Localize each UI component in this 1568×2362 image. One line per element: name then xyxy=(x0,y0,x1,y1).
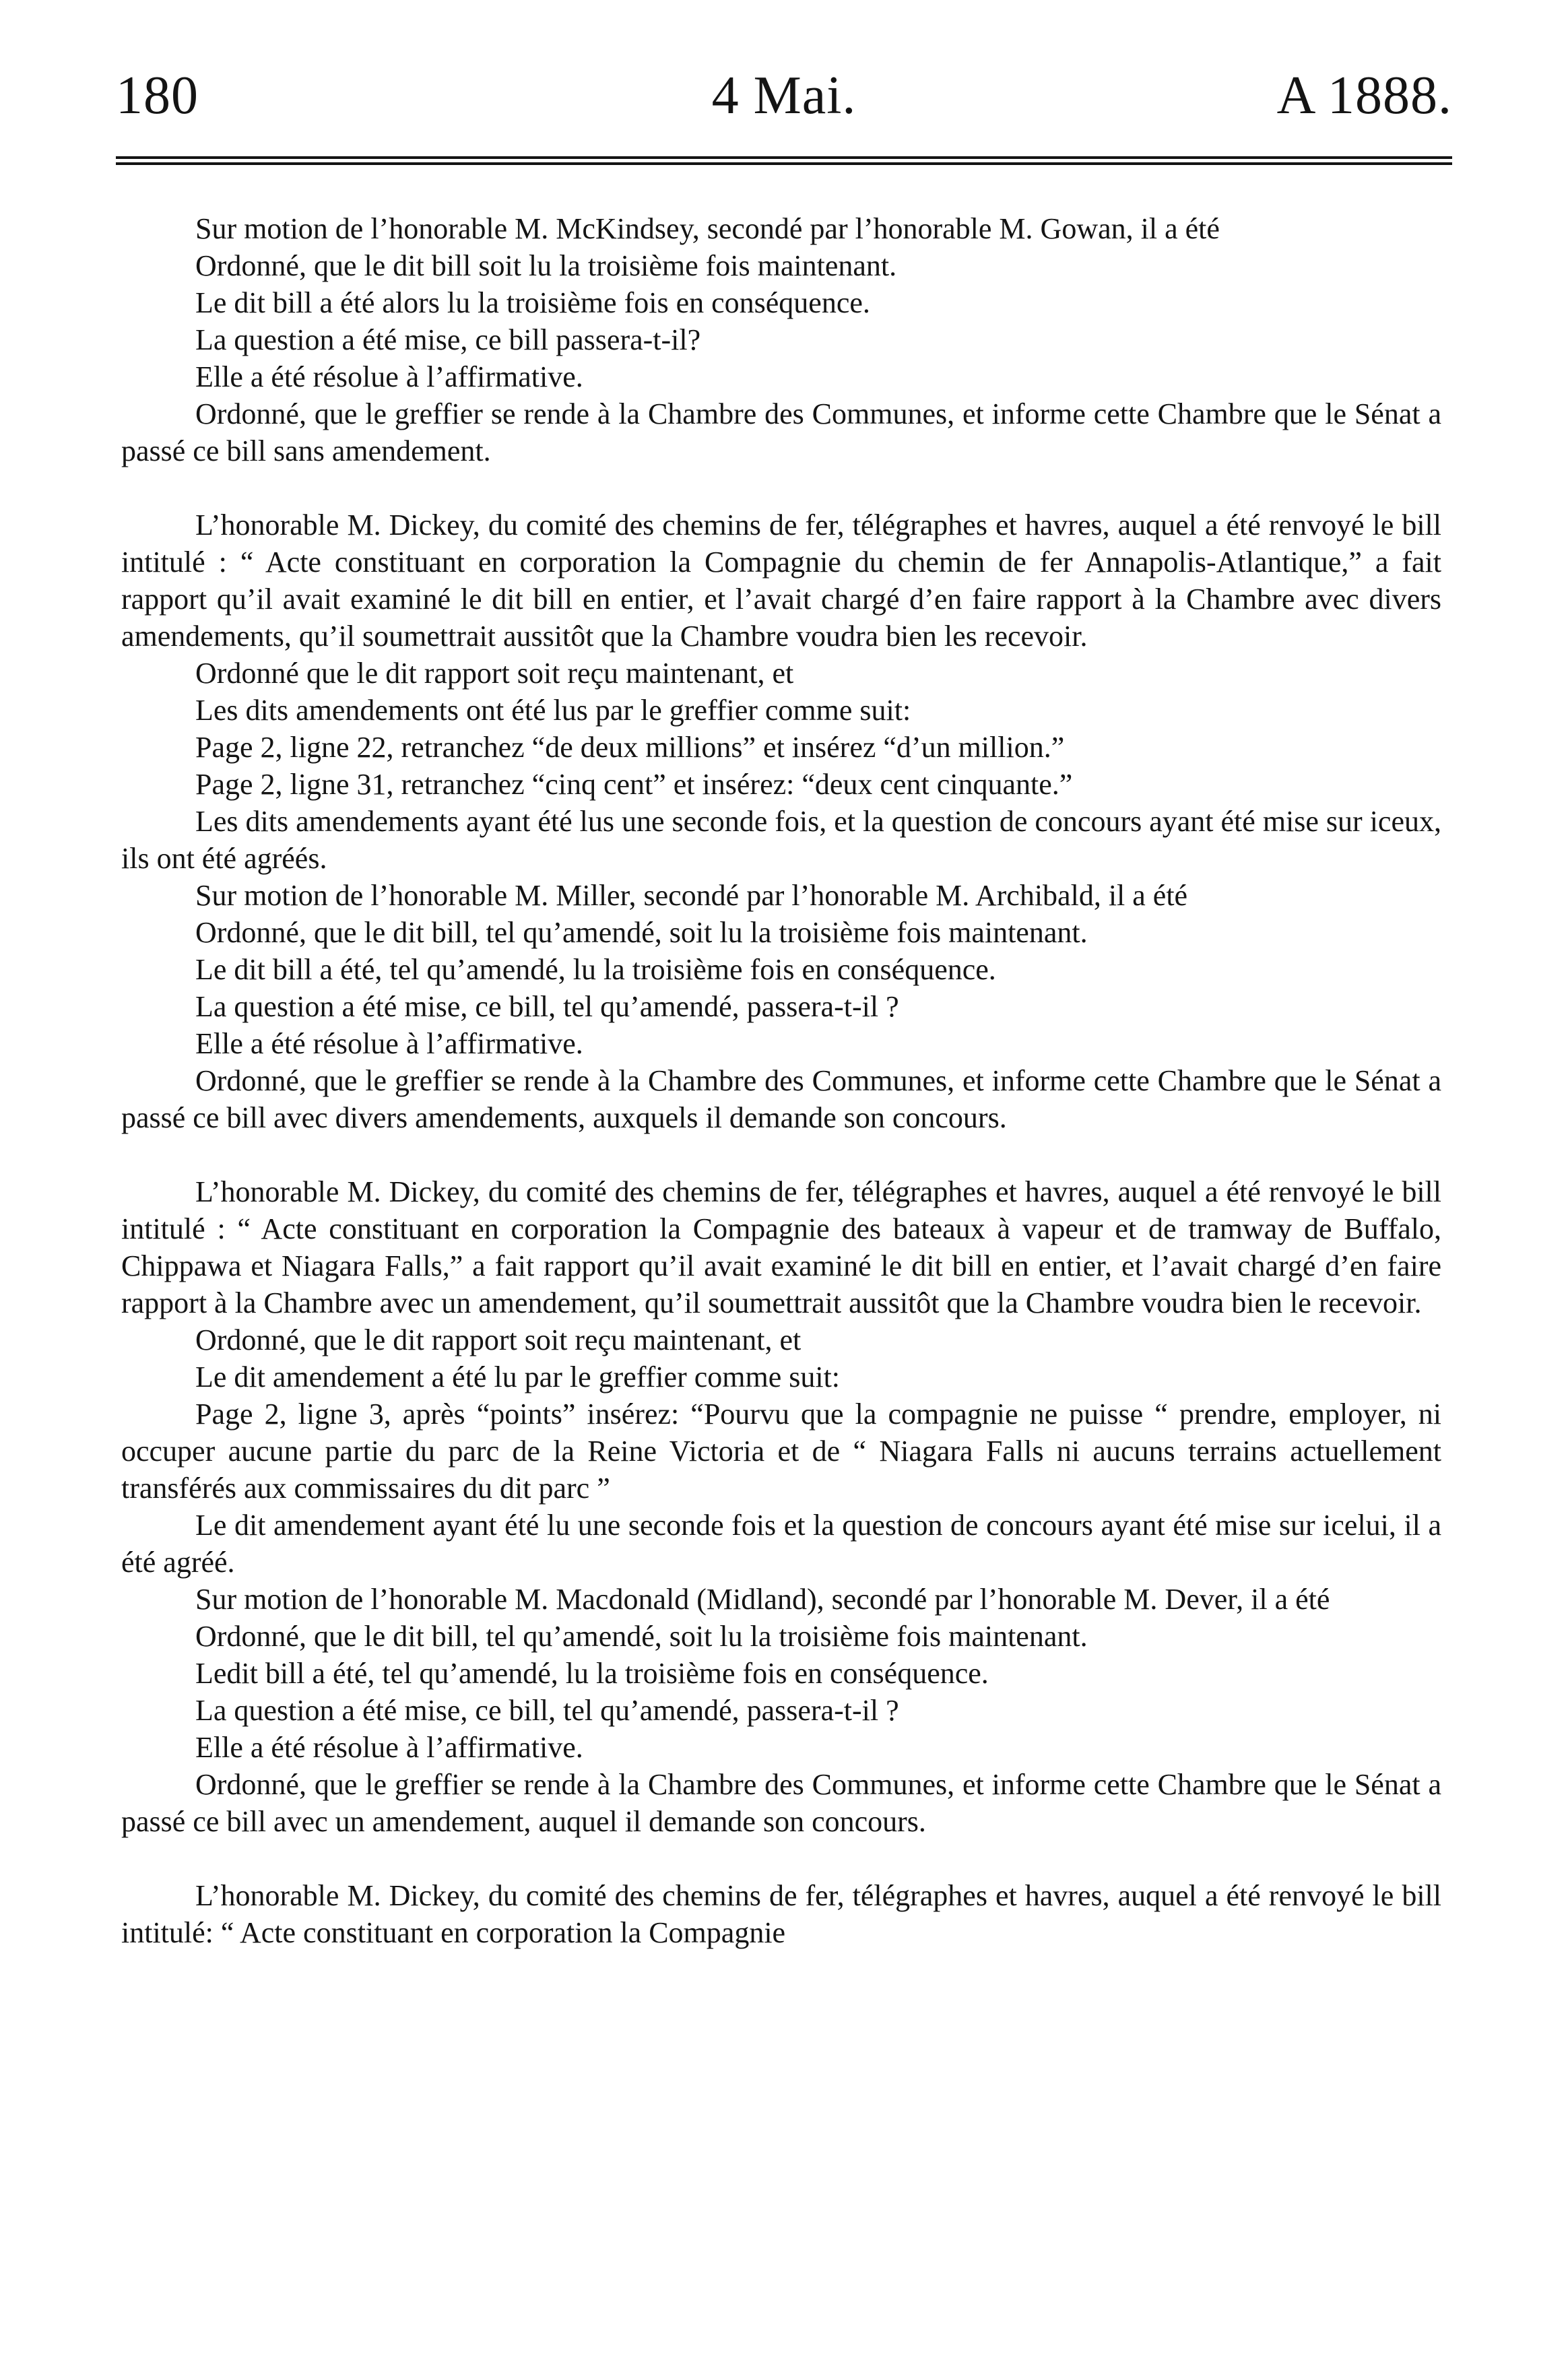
paragraph: L’honorable M. Dickey, du comité des chemins de fer, télégraphes et havres, auquel a été renvoyé le bill intitulé : “ Acte constituant en corporation la Compagnie du chemin de fer Annapolis-Atlantique,” a fait rapport qu’il avait examiné le dit bill en entier, et l’avait chargé d’en faire rapport à la Chambre avec divers amendements, qu’il soumettrait aussitôt que la Chambre voudra bien les recevoir. xyxy=(121,509,1441,653)
page-header xyxy=(116,62,1452,136)
paragraph: Page 2, ligne 31, retranchez “cinq cent” et insérez: “deux cent cinquante.” xyxy=(195,768,1073,801)
page-body xyxy=(121,210,1441,1951)
paragraph: Sur motion de l’honorable M. McKindsey, secondé par l’honorable M. Gowan, il a été xyxy=(195,212,1220,245)
paragraph: Page 2, ligne 22, retranchez “de deux millions” et insérez “d’un million.” xyxy=(195,731,1065,764)
paragraph: Sur motion de l’honorable M. Macdonald (Midland), secondé par l’honorable M. Dever, il a été xyxy=(195,1583,1330,1616)
paragraph: Ordonné, que le greffier se rende à la Chambre des Communes, et informe cette Chambre que le Sénat a passé ce bill avec divers amendements, auxquels il demande son concours. xyxy=(121,1064,1441,1134)
header-double-rule xyxy=(116,156,1452,166)
paragraph: La question a été mise, ce bill passera-t-il? xyxy=(195,323,701,356)
paragraph: Ordonné, que le dit bill, tel qu’amendé, soit lu la troisième fois maintenant. xyxy=(195,1620,1088,1653)
paragraph: Ordonné, que le dit bill soit lu la troisième fois maintenant. xyxy=(195,249,897,282)
paragraph: La question a été mise, ce bill, tel qu’amendé, passera-t-il ? xyxy=(195,990,899,1023)
paragraph: L’honorable M. Dickey, du comité des chemins de fer, télégraphes et havres, auquel a été renvoyé le bill intitulé : “ Acte constituant en corporation la Compagnie des bateaux à vapeur et de tramway de Buffalo, Chippawa et Niagara Falls,” a fait rapport qu’il avait examiné le dit bill en entier, et l’avait chargé d’en faire rapport à la Chambre avec un amendement, qu’il soumettrait aussitôt que la Chambre voudra bien le recevoir. xyxy=(121,1175,1441,1319)
entry-next-report xyxy=(121,1877,1441,1951)
header-rule-top xyxy=(116,156,1452,159)
entry-buffalo-chippawa-report xyxy=(121,1173,1441,1840)
paragraph: Ordonné, que le dit rapport soit reçu maintenant, et xyxy=(195,1323,802,1356)
paragraph: La question a été mise, ce bill, tel qu’amendé, passera-t-il ? xyxy=(195,1694,899,1727)
entry-annapolis-atlantique-report xyxy=(121,506,1441,1136)
paragraph: Elle a été résolue à l’affirmative. xyxy=(195,1731,583,1764)
paragraph: Ledit bill a été, tel qu’amendé, lu la troisième fois en conséquence. xyxy=(195,1657,989,1690)
paragraph: Le dit amendement a été lu par le greffier comme suit: xyxy=(195,1360,841,1393)
paragraph: Le dit bill a été alors lu la troisième fois en conséquence. xyxy=(195,286,870,319)
paragraph: L’honorable M. Dickey, du comité des chemins de fer, télégraphes et havres, auquel a été renvoyé le bill intitulé: “ Acte constituant en corporation la Compagnie xyxy=(121,1879,1441,1949)
page-year: A 1888. xyxy=(1276,66,1452,125)
entry-mckindsey-motion xyxy=(121,210,1441,469)
paragraph: Page 2, ligne 3, après “points” insérez: “Pourvu que la compagnie ne puisse “ prendre, employer, ni occuper aucune partie du parc de la Reine Victoria et de “ Niagara Falls ni aucuns terrains actuellement transférés aux commissaires du dit parc ” xyxy=(121,1398,1441,1505)
paragraph: Les dits amendements ayant été lus une seconde fois, et la question de concours ayant été mise sur iceux, ils ont été agréés. xyxy=(121,805,1441,875)
paragraph: Le dit amendement ayant été lu une seconde fois et la question de concours ayant été mise sur icelui, il a été agréé. xyxy=(121,1509,1441,1579)
paragraph: Ordonné, que le dit bill, tel qu’amendé, soit lu la troisième fois maintenant. xyxy=(195,916,1088,949)
page-date: 4 Mai. xyxy=(711,66,857,125)
paragraph: Elle a été résolue à l’affirmative. xyxy=(195,360,583,393)
paragraph: Ordonné, que le greffier se rende à la Chambre des Communes, et informe cette Chambre que le Sénat a passé ce bill sans amendement. xyxy=(121,397,1441,467)
paragraph: Ordonné que le dit rapport soit reçu maintenant, et xyxy=(195,657,794,690)
paragraph: Le dit bill a été, tel qu’amendé, lu la troisième fois en conséquence. xyxy=(195,953,996,986)
page-number: 180 xyxy=(116,66,199,125)
header-rule-bottom xyxy=(116,162,1452,165)
paragraph: Ordonné, que le greffier se rende à la Chambre des Communes, et informe cette Chambre que le Sénat a passé ce bill avec un amendement, auquel il demande son concours. xyxy=(121,1768,1441,1838)
paragraph: Sur motion de l’honorable M. Miller, secondé par l’honorable M. Archibald, il a été xyxy=(195,879,1188,912)
paragraph: Les dits amendements ont été lus par le greffier comme suit: xyxy=(195,694,911,727)
paragraph: Elle a été résolue à l’affirmative. xyxy=(195,1027,583,1060)
